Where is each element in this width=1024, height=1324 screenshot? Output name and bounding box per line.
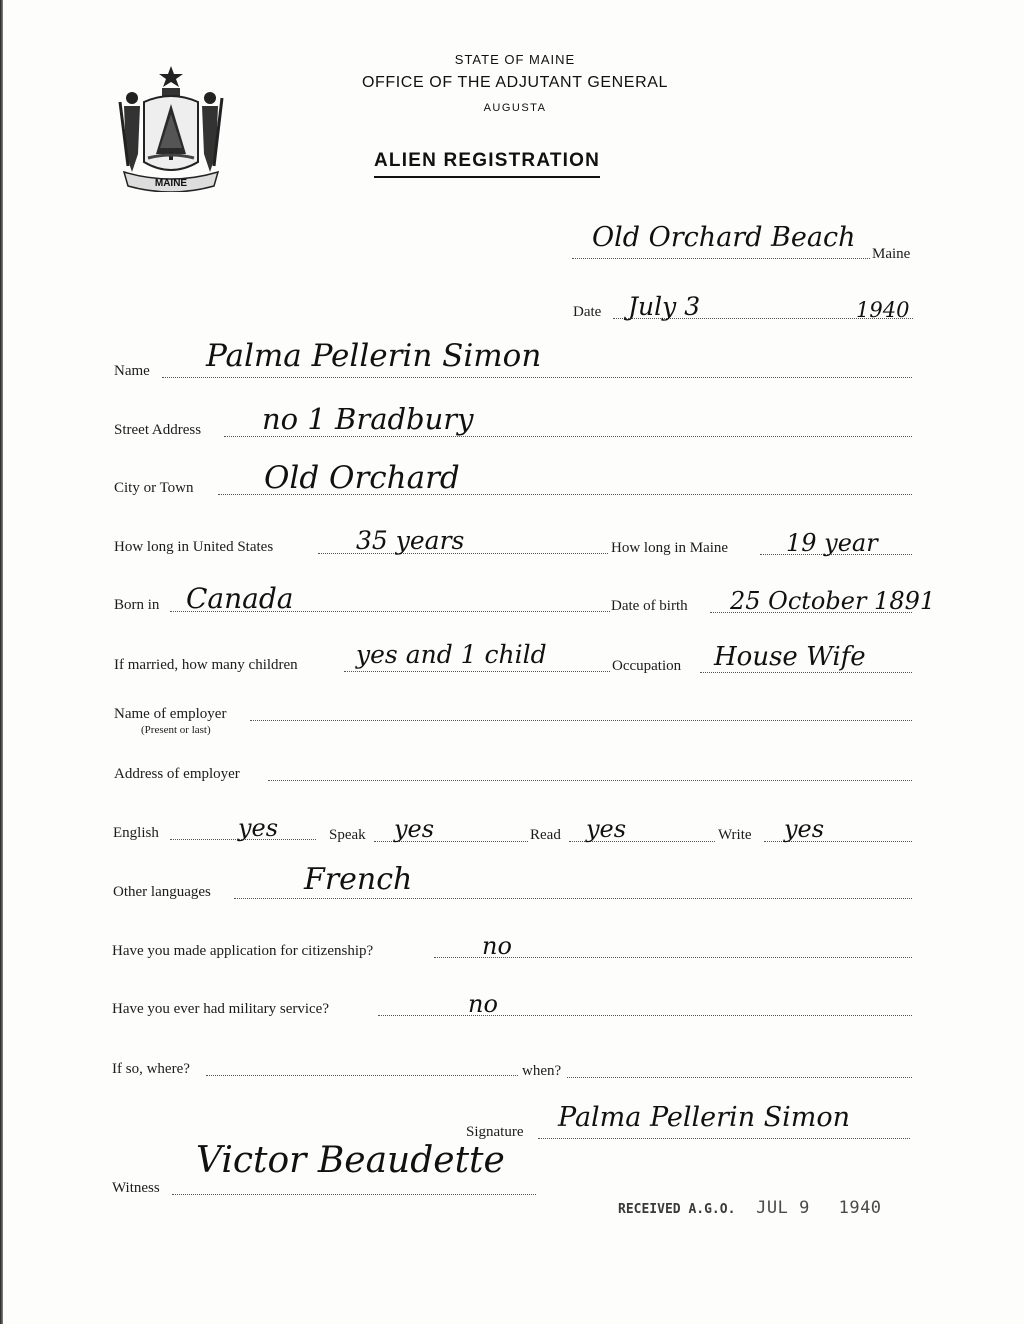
born-in-label: Born in: [114, 597, 160, 613]
witness-label: Witness: [112, 1180, 160, 1196]
date-label: Date: [573, 304, 602, 320]
if-so-where-line: [206, 1075, 518, 1076]
other-languages-value: French: [304, 862, 413, 897]
children-line: [344, 671, 610, 672]
witness-value: Victor Beaudette: [196, 1140, 505, 1181]
received-stamp-date: JUL 9: [756, 1198, 810, 1218]
when-line: [567, 1077, 912, 1078]
read-label: Read: [530, 827, 561, 843]
how-long-us-label: How long in United States: [114, 539, 274, 555]
occupation-label: Occupation: [612, 658, 682, 674]
dob-label: Date of birth: [611, 598, 688, 614]
date-value: July 3: [628, 292, 701, 321]
header-office: OFFICE OF THE ADJUTANT GENERAL: [361, 74, 669, 91]
children-value: yes and 1 child: [356, 640, 547, 669]
city-label: City or Town: [114, 480, 194, 496]
english-label: English: [113, 825, 159, 841]
how-long-us-value: 35 years: [356, 526, 465, 555]
name-value: Palma Pellerin Simon: [206, 338, 542, 374]
military-line: [378, 1015, 912, 1016]
employer-address-line: [268, 780, 912, 781]
speak-value: yes: [394, 815, 435, 843]
received-stamp-year: 1940: [838, 1198, 882, 1218]
citizenship-value: no: [482, 932, 512, 960]
children-label: If married, how many children: [114, 657, 298, 673]
english-value: yes: [238, 814, 279, 842]
seal-text: MAINE: [154, 178, 188, 189]
received-stamp-text: RECEIVED A.G.O.: [618, 1202, 736, 1217]
signature-line: [538, 1138, 910, 1139]
occupation-line: [700, 672, 912, 673]
name-label: Name: [114, 363, 150, 379]
when-label: when?: [522, 1063, 562, 1079]
write-label: Write: [718, 827, 752, 843]
maine-state-seal-icon: [110, 62, 232, 192]
place-label: Maine: [872, 246, 911, 262]
street-value: no 1 Bradbury: [262, 402, 474, 436]
citizenship-label: Have you made application for citizenship?: [112, 943, 374, 959]
other-languages-label: Other languages: [113, 884, 211, 900]
dob-value: 25 October 1891: [730, 587, 936, 615]
other-languages-line: [234, 898, 912, 899]
name-line: [162, 377, 912, 378]
street-label: Street Address: [114, 422, 202, 438]
occupation-value: House Wife: [714, 642, 866, 672]
how-long-maine-value: 19 year: [786, 529, 878, 557]
speak-label: Speak: [329, 827, 366, 843]
if-so-where-label: If so, where?: [112, 1061, 190, 1077]
military-label: Have you ever had military service?: [112, 1001, 329, 1017]
read-value: yes: [586, 815, 627, 843]
place-value: Old Orchard Beach: [592, 222, 856, 253]
header-state: STATE OF MAINE: [454, 52, 576, 67]
city-value: Old Orchard: [264, 460, 460, 496]
how-long-maine-label: How long in Maine: [611, 540, 729, 556]
military-value: no: [468, 990, 498, 1018]
place-line: [572, 258, 870, 259]
form-title: ALIEN REGISTRATION: [374, 150, 600, 178]
page-edge-shadow: [0, 0, 3, 1324]
witness-line: [172, 1194, 536, 1195]
born-in-value: Canada: [186, 582, 294, 615]
write-value: yes: [784, 815, 825, 843]
received-stamp: [618, 1198, 882, 1218]
employer-name-sublabel: (Present or last): [141, 724, 211, 736]
employer-name-label: Name of employer: [114, 706, 227, 722]
employer-name-line: [250, 720, 912, 721]
date-year: 1940: [856, 298, 910, 322]
header-city: AUGUSTA: [483, 102, 547, 114]
employer-address-label: Address of employer: [114, 766, 240, 782]
signature-label: Signature: [466, 1124, 524, 1140]
signature-value: Palma Pellerin Simon: [558, 1102, 851, 1133]
street-line: [224, 436, 912, 437]
